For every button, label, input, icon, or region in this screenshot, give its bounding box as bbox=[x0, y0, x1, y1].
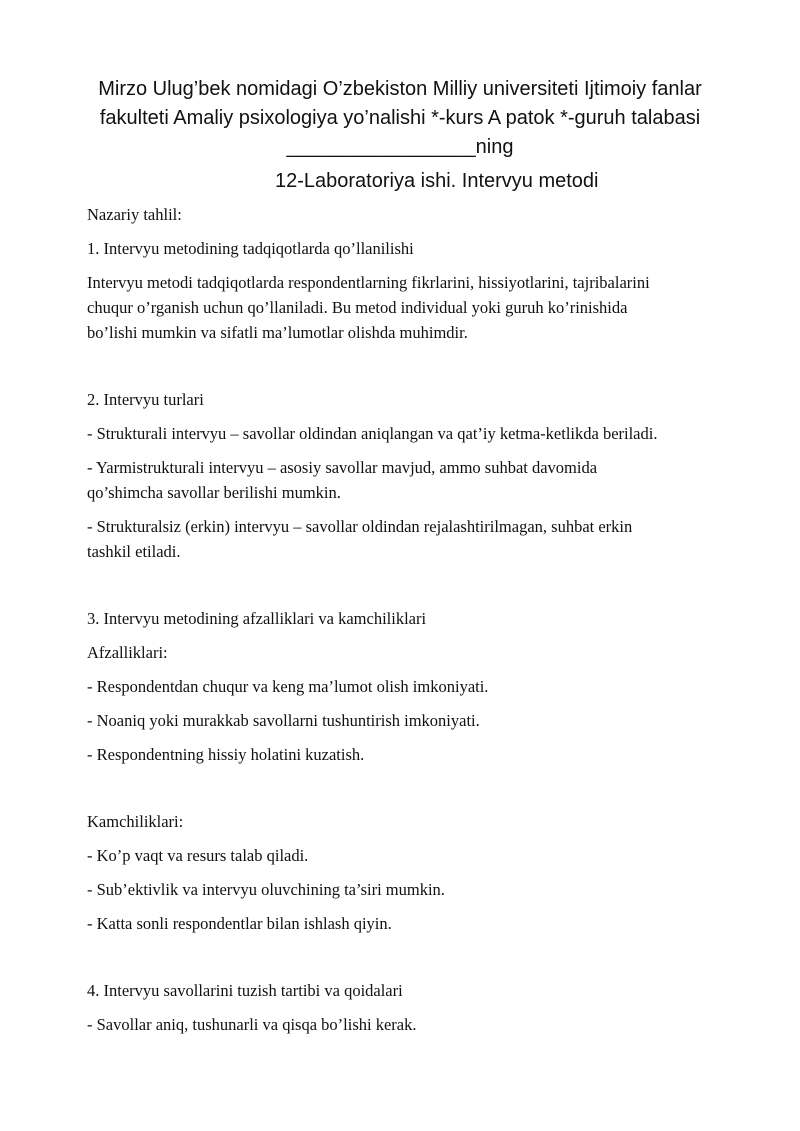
header-line-2: fakulteti Amaliy psixologiya yo’nalishi *-kurs A patok *-guruh talabasi bbox=[99, 107, 701, 129]
advantage-item-2: - Noaniq yoki murakkab savollarni tushuntirish imkoniyati. bbox=[87, 711, 480, 730]
disadvantage-item-1: - Ko’p vaqt va resurs talab qiladi. bbox=[87, 846, 309, 865]
section-4-heading: 4. Intervyu savollarini tuzish tartibi va qoidalari bbox=[87, 981, 403, 1000]
section-1-paragraph-line-3: bo’lishi mumkin va sifatli ma’lumotlar olishda muhimdir. bbox=[87, 323, 468, 342]
document-title: 12-Laboratoriya ishi. Intervyu metodi bbox=[275, 170, 599, 192]
advantages-label: Afzalliklari: bbox=[87, 643, 168, 662]
header-line-1: Mirzo Ulug’bek nomidagi O’zbekiston Milliy universiteti Ijtimoiy fanlar bbox=[98, 78, 702, 100]
section-2-item-3-line-2: tashkil etiladi. bbox=[87, 542, 181, 561]
section-3-heading: 3. Intervyu metodining afzalliklari va kamchiliklari bbox=[87, 609, 427, 628]
document-body bbox=[87, 202, 747, 1037]
advantage-item-1: - Respondentdan chuqur va keng ma’lumot olish imkoniyati. bbox=[87, 677, 489, 696]
section-2-heading: 2. Intervyu turlari bbox=[87, 390, 204, 409]
section-2-item-3-line-1: - Strukturalsiz (erkin) intervyu – savollar oldindan rejalashtirilmagan, suhbat erkin bbox=[87, 517, 633, 536]
section-1-paragraph-line-2: chuqur o’rganish uchun qo’llaniladi. Bu metod individual yoki guruh ko’rinishida bbox=[87, 298, 628, 317]
advantage-item-3: - Respondentning hissiy holatini kuzatish. bbox=[87, 745, 365, 764]
section-4-item-1: - Savollar aniq, tushunarli va qisqa bo’lishi kerak. bbox=[87, 1015, 417, 1034]
disadvantage-item-3: - Katta sonli respondentlar bilan ishlash qiyin. bbox=[87, 914, 392, 933]
header-line-3: _________________ning bbox=[286, 136, 514, 158]
section-2-item-2-line-2: qo’shimcha savollar berilishi mumkin. bbox=[87, 483, 341, 502]
section-1-paragraph-line-1: Intervyu metodi tadqiqotlarda respondentlarning fikrlarini, hissiyotlarini, tajribalarini bbox=[87, 273, 650, 292]
document-header bbox=[40, 75, 760, 162]
disadvantage-item-2: - Sub’ektivlik va intervyu oluvchining ta’siri mumkin. bbox=[87, 880, 445, 899]
theory-label: Nazariy tahlil: bbox=[87, 205, 182, 224]
section-2-item-2-line-1: - Yarmistrukturali intervyu – asosiy savollar mavjud, ammo suhbat davomida bbox=[87, 458, 598, 477]
disadvantages-label: Kamchiliklari: bbox=[87, 812, 184, 831]
section-2-item-1: - Strukturali intervyu – savollar oldindan aniqlangan va qat’iy ketma-ketlikda beriladi. bbox=[87, 424, 658, 443]
section-1-heading: 1. Intervyu metodining tadqiqotlarda qo’llanilishi bbox=[87, 239, 414, 258]
